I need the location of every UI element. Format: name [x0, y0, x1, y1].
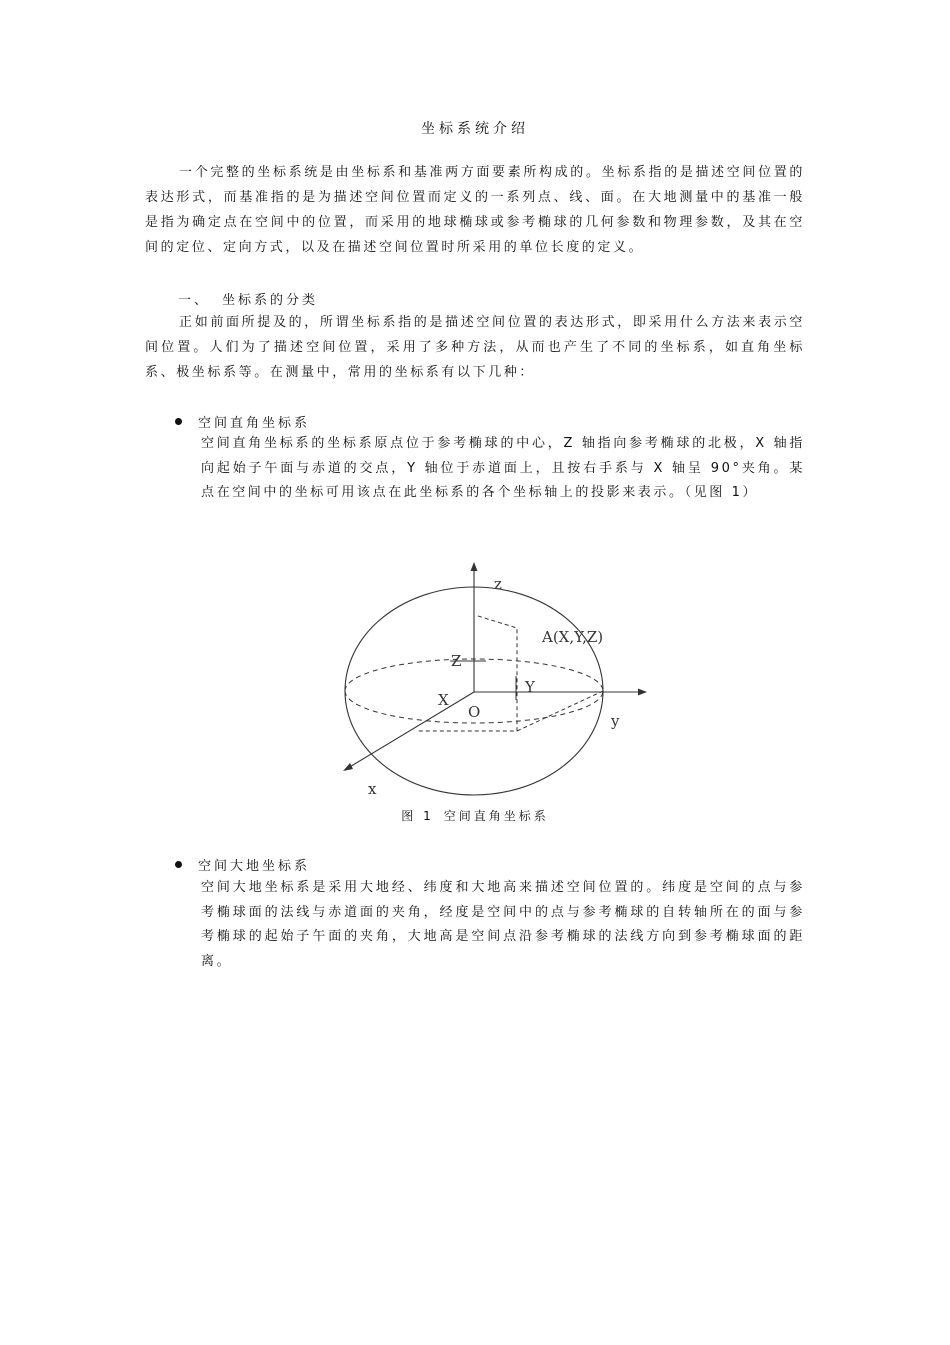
point-a-label: A(X,Y,Z) — [542, 628, 604, 646]
x-axis-line — [348, 692, 474, 768]
figure-coordinate-diagram — [330, 560, 670, 805]
intro-paragraph — [145, 160, 805, 260]
section-number: 一、 — [178, 293, 211, 308]
section-heading — [178, 289, 318, 308]
bullet-icon — [175, 861, 182, 868]
x-axis-label: x — [368, 780, 377, 798]
section-body: 正如前面所提及的，所谓坐标系指的是描述空间位置的表达形式，即采用什么方法来表示空间位置。人们为了描述空间位置，采用了多种方法，从而也产生了不同的坐标系，如直角坐标系、极坐标系等。在测量中，常用的坐标系有以下几种： — [145, 315, 805, 380]
page-title: 坐标系统介绍 — [421, 121, 529, 137]
figure-caption — [0, 807, 950, 824]
bullet-body-geodetic: 空间大地坐标系是采用大地经、纬度和大地高来描述空间位置的。纬度是空间的点与参考椭球面的法线与赤道面的夹角，经度是空间中的点与参考椭球的自转轴所在的面与参考椭球的起始子午面的夹角，大地高是空间点沿参考椭球的法线方向到参考椭球面的距离。 — [201, 880, 805, 969]
z-axis-arrow-icon — [471, 562, 478, 571]
x-value-label: X — [438, 691, 449, 709]
z-axis-label: z — [494, 575, 502, 593]
bullet-item-geodetic — [175, 855, 310, 874]
projection-diagonal — [517, 691, 603, 731]
x-axis-arrow-icon — [343, 763, 353, 771]
bullet-body-cartesian: 空间直角坐标系的坐标系原点位于参考椭球的中心，Z 轴指向参考椭球的北极，X 轴指向起始子午面与赤道的交点，Y 轴位于赤道面上，且按右手系与 X 轴呈 90°夹角。某点在空间中的坐标可用该点在此坐标系的各个坐标轴上的投影来表示。（见图 1） — [201, 436, 805, 500]
origin-label: O — [468, 703, 481, 721]
bullet-title: 空间直角坐标系 — [198, 416, 311, 431]
section-title: 坐标系的分类 — [222, 293, 319, 308]
caption-label: 图 1 — [401, 809, 434, 823]
coordinate-diagram-svg — [330, 560, 670, 805]
intro-text: 一个完整的坐标系统是由坐标系和基准两方面要素所构成的。坐标系指的是描述空间位置的表达形式，而基准指的是为描述空间位置而定义的一系列点、线、面。在大地测量中的基准一般是指为确定点在空间中的位置，而采用的地球椭球或参考椭球的几何参数和物理参数，及其在空间的定位、定向方式，以及在描述空间位置时所采用的单位长度的定义。 — [145, 165, 805, 255]
section-paragraph — [145, 310, 805, 385]
bullet-icon — [175, 418, 182, 425]
caption-text: 空间直角坐标系 — [443, 809, 549, 823]
y-value-label: Y — [525, 678, 535, 696]
bullet-item-cartesian — [175, 412, 310, 431]
z-value-label: Z — [451, 652, 462, 670]
y-axis-label: y — [611, 712, 620, 730]
y-axis-arrow-icon — [638, 689, 647, 696]
bullet-title: 空间大地坐标系 — [198, 859, 311, 874]
